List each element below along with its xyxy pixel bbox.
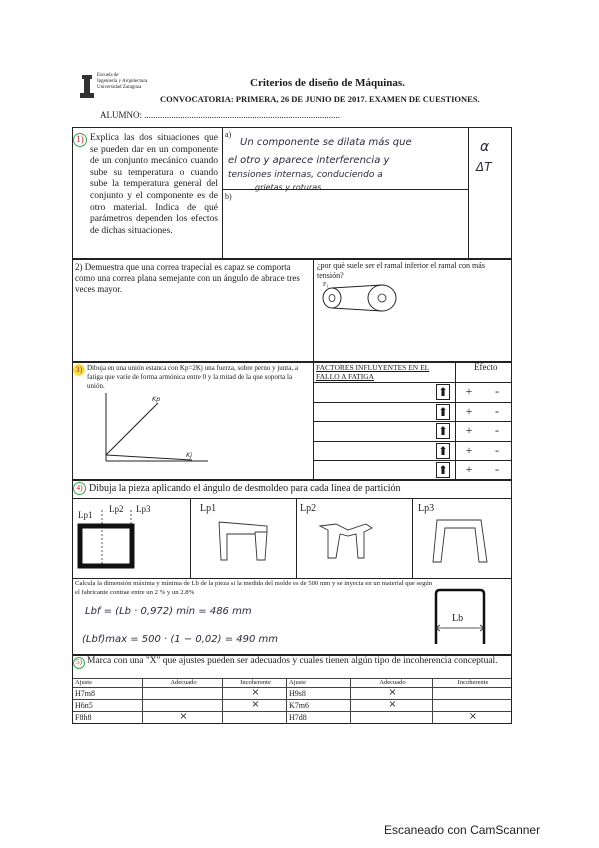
q3-question-text: Dibuja en una unión estanca con Kp=2Kj una fuerza, sobre perno y junta, a fatiga que varíe de forma armónica entre 0 y la mitad de la que soporta la unión. [87, 364, 298, 390]
q1-answer-line-3: tensiones internas, conduciendo a [228, 170, 383, 180]
q3-factor-row-line [313, 382, 512, 383]
fits-header-incoherente-left: Incoherente [223, 679, 287, 688]
q1-number-circle [73, 133, 87, 147]
q1-answer-line-2: el otro y aparece interferencia y [228, 155, 390, 166]
q5-question-text: Marca con una "X" que ajustes pueden ser adecuados y cuales tienen algún tipo de incoherencia conceptual. [87, 656, 498, 666]
q4-panel0-lp1: Lp1 [78, 510, 93, 520]
q3-efecto-header: Efecto [474, 362, 498, 372]
up-arrow-icon: ⬆ [437, 385, 449, 399]
q1-margin-delta-t: ΔT [476, 160, 492, 174]
up-arrow-icon: ⬆ [437, 444, 449, 458]
q3-minus-5[interactable]: - [495, 462, 499, 476]
logo-line-2: Ingeniería y Arquitectura [97, 79, 148, 84]
scanner-watermark: Escaneado con CamScanner [384, 823, 541, 837]
q1-margin-alpha: α [480, 139, 490, 155]
fit-left-3-incoherente[interactable] [223, 712, 287, 724]
q2-divider [313, 259, 314, 362]
up-arrow-icon: ⬆ [437, 463, 449, 477]
fit-right-3-adecuado[interactable] [351, 712, 433, 724]
fit-right-3-incoherente[interactable]: × [468, 711, 478, 722]
fit-right-2: K7m6 [287, 700, 351, 712]
up-arrow-icon: ⬆ [437, 424, 449, 438]
q3-minus-4[interactable]: - [495, 443, 499, 457]
q3-kj-label: Kj [186, 451, 193, 459]
q3-plus-5[interactable]: + [465, 462, 473, 476]
fit-left-3: F8h8 [73, 712, 143, 724]
logo-line-3: Universidad Zaragoza [97, 85, 142, 90]
q3-plus-2[interactable]: + [465, 404, 473, 418]
q4-panel3-label: Lp3 [418, 503, 435, 514]
q2-question-text: 2) Demuestra que una correa trapecial es capaz se comporta como una correa plana semejante con un ángulo de abrace tres veces mayor. [75, 262, 300, 294]
q4-calc-text: Calcula la dimensión máxima y mínima de Lb de la pieza si la medida del molde es de 500 mm y se inyecta en un material que según el fabricante contrae entre un 2 % y un 2.8% [75, 580, 433, 596]
fit-right-2-adecuado[interactable]: × [351, 700, 433, 712]
q3-kp-label: Kp [152, 395, 161, 403]
q1-answer-line-4: grietas y roturas. [255, 183, 324, 192]
fit-left-1-incoherente[interactable]: × [223, 688, 287, 700]
q4-lb-label: Lb [452, 613, 464, 624]
q2-figure-label: F₁ [323, 281, 329, 288]
logo-line-1: Escuela de [97, 73, 119, 78]
q4-panel3-sketch [433, 518, 493, 566]
fits-header-ajuste-right: Ajuste [287, 679, 351, 688]
q4-hand-line-1: Lbf = (Lb · 0,972) min = 486 mm [85, 606, 252, 617]
q2-side-question: ¿por qué suele ser el ramal inferior el ramal con más tensión? [317, 261, 485, 280]
exam-title: Criterios de diseño de Máquinas. [250, 77, 405, 89]
q3-plus-3[interactable]: + [465, 423, 473, 437]
q4-panel0-lp2: Lp2 [109, 504, 124, 514]
q3-factor-row-line [313, 460, 512, 461]
exam-convocatoria: CONVOCATORIA: PRIMERA, 26 DE JUNIO DE 2017. EXAMEN DE CUESTIONES. [160, 94, 480, 104]
fit-left-3-adecuado[interactable]: × [143, 712, 223, 724]
q4-panel2-label: Lp2 [300, 503, 317, 514]
q5-number: 5) [76, 658, 82, 666]
fits-table [73, 678, 511, 724]
up-arrow-icon: ⬆ [437, 405, 449, 419]
fit-right-1-adecuado[interactable]: × [351, 688, 433, 700]
university-logo [80, 73, 150, 105]
q3-minus-3[interactable]: - [495, 423, 499, 437]
q3-minus-1[interactable]: - [495, 384, 499, 398]
q4-panel1-sketch [215, 520, 275, 564]
q1-number: 1) [76, 134, 84, 144]
q5-number-circle [73, 657, 85, 669]
fit-left-2-incoherente[interactable]: × [223, 700, 287, 712]
fits-header-incoherente-right: Incoherente [433, 679, 511, 688]
q3-plus-1[interactable]: + [465, 384, 473, 398]
q3-number-circle [73, 364, 85, 376]
logo-emblem-icon [80, 75, 94, 99]
q4-panel1-label: Lp1 [200, 503, 217, 514]
fit-right-1: H9s8 [287, 688, 351, 700]
q3-factor-row-line [313, 421, 512, 422]
q3-minus-2[interactable]: - [495, 404, 499, 418]
q4-lb-figure [430, 588, 500, 648]
q4-number-circle [73, 482, 86, 495]
q4-panels-bottom-line [72, 578, 512, 579]
q4-number: 4) [76, 483, 83, 492]
q3-factors-header: FACTORES INFLUYENTES EN EL FALLO A FATIGA [316, 363, 430, 381]
q1-b-label: b) [225, 192, 232, 201]
q4-hand-line-2: (Lbf)max = 500 · (1 − 0,02) = 490 mm [82, 634, 279, 645]
fits-header-ajuste-left: Ajuste [73, 679, 143, 688]
q3-force-diagram [100, 393, 210, 463]
q4-panel2-sketch [318, 522, 378, 566]
fits-header-adecuado-right: Adecuado [351, 679, 433, 688]
q4-panel-divider-3 [412, 498, 413, 578]
fit-left-1: H7m8 [73, 688, 143, 700]
fit-left-1-adecuado[interactable] [143, 688, 223, 700]
q3-factor-row-line [313, 402, 512, 403]
q4-original-piece [76, 510, 186, 572]
q1-answer-line-1: Un componente se dilata más que [240, 137, 412, 148]
q3-number: 3) [75, 365, 83, 374]
q4-panels-top-line [72, 498, 512, 499]
q4-panel-divider-1 [190, 498, 191, 578]
student-name-line: ALUMNO: ....................................................................................... [100, 110, 340, 120]
q4-panel0-lp3: Lp3 [136, 504, 151, 514]
q4-question-text: Dibuja la pieza aplicando el ángulo de desmoldeo para cada línea de partición [89, 483, 401, 494]
q3-factor-row-line [313, 441, 512, 442]
q3-plus-4[interactable]: + [465, 443, 473, 457]
q4-panel-divider-2 [296, 498, 297, 578]
fit-left-2: H6n5 [73, 700, 143, 712]
fit-right-3: H7d8 [287, 712, 351, 724]
q1-answer-divider [222, 127, 223, 259]
fits-header-adecuado-left: Adecuado [143, 679, 223, 688]
belt-drive-figure [320, 282, 400, 312]
q1-question-text: Explica las dos situaciones que se pueden dar en un componente de un conjunto mecánico cuando sube su temperatura o cuando sube la temperatura general del conjunto y el componente es de otro material. Indica de qué parámetros dependen los efectos de dichas situaciones. [90, 133, 218, 236]
fit-right-1-incoherente[interactable] [433, 688, 511, 700]
q1-a-label: a) [225, 130, 232, 139]
q1-margin-divider [468, 127, 469, 259]
